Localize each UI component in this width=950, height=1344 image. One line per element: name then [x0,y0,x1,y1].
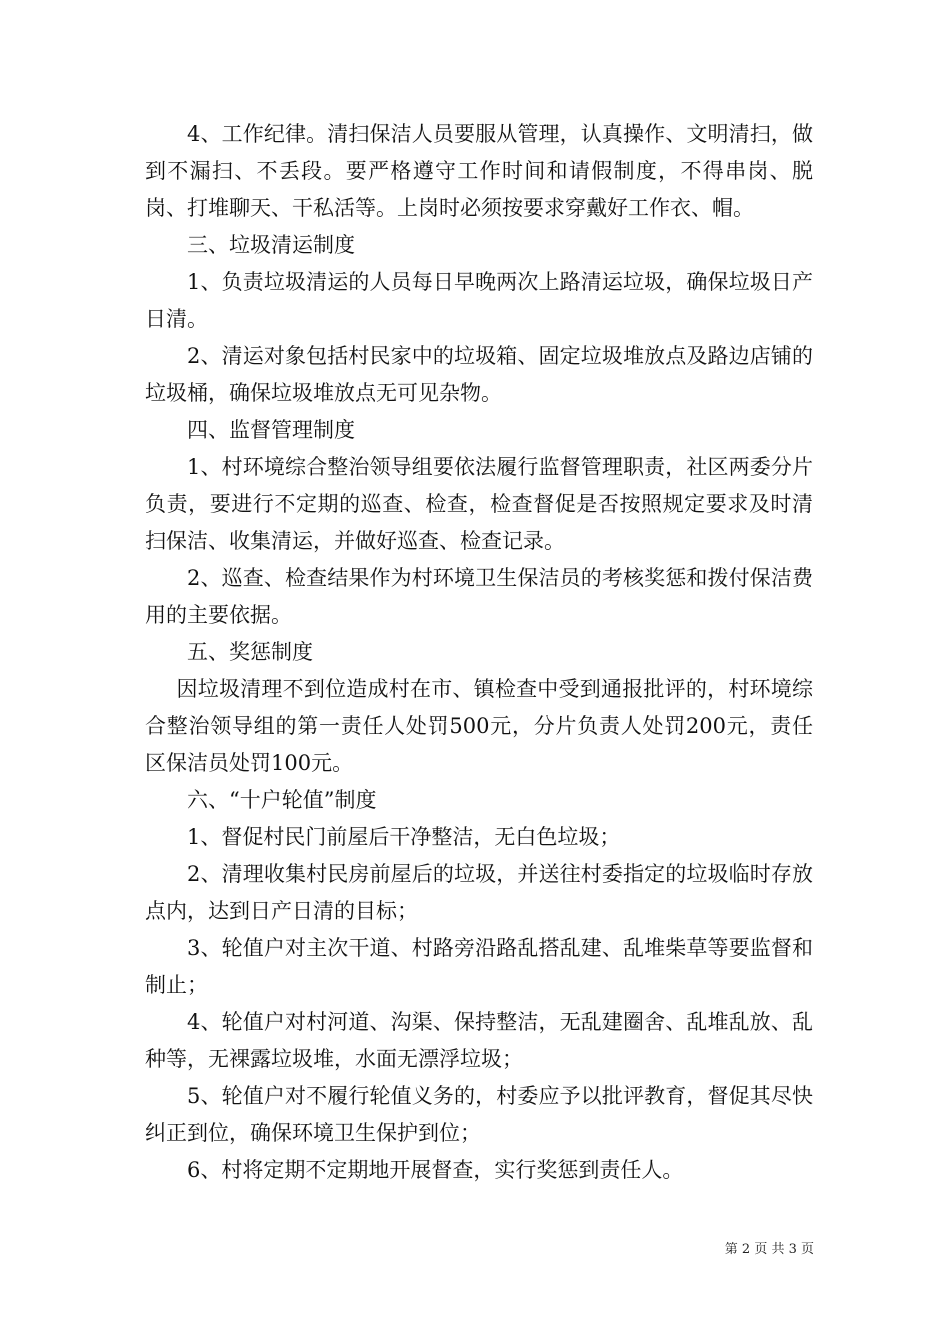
page-number-footer: 第 2 页 共 3 页 [724,1242,814,1257]
paragraph-work-discipline: 4、工作纪律。清扫保洁人员要服从管理，认真操作、文明清扫，做到不漏扫、不丢段。要严格遵守工作时间和请假制度，不得串岗、脱岗、打堆聊天、干私活等。上岗时必须按要求穿戴好工作衣、帽。 [145,122,813,220]
paragraph-collection-1: 1、负责垃圾清运的人员每日早晚两次上路清运垃圾，确保垃圾日产日清。 [145,270,813,331]
heading-supervision: 四、监督管理制度 [187,418,355,442]
paragraph-collection-2: 2、清运对象包括村民家中的垃圾箱、固定垃圾堆放点及路边店铺的垃圾桶，确保垃圾堆放点无可见杂物。 [145,344,813,405]
paragraph-supervision-2: 2、巡查、检查结果作为村环境卫生保洁员的考核奖惩和拨付保洁费用的主要依据。 [145,566,813,627]
paragraph-rotation-1: 1、督促村民门前屋后干净整洁，无白色垃圾； [187,825,621,849]
paragraph-rotation-3: 3、轮值户对主次干道、村路旁沿路乱搭乱建、乱堆柴草等要监督和制止； [145,936,813,997]
paragraph-rotation-4: 4、轮值户对村河道、沟渠、保持整洁，无乱建圈舍、乱堆乱放、乱种等，无裸露垃圾堆，水面无漂浮垃圾； [145,1010,813,1071]
heading-ten-household-rotation: 六、“十户轮值”制度 [187,788,377,812]
paragraph-rotation-6: 6、村将定期不定期地开展督查，实行奖惩到责任人。 [187,1158,684,1182]
heading-garbage-collection: 三、垃圾清运制度 [187,233,355,257]
paragraph-supervision-1: 1、村环境综合整治领导组要依法履行监督管理职责，社区两委分片负责，要进行不定期的巡查、检查，检查督促是否按照规定要求及时清扫保洁、收集清运，并做好巡查、检查记录。 [145,455,813,553]
paragraph-rotation-2: 2、清理收集村民房前屋后的垃圾，并送往村委指定的垃圾临时存放点内，达到日产日清的目标； [145,862,813,923]
paragraph-rotation-5: 5、轮值户对不履行轮值义务的，村委应予以批评教育，督促其尽快纠正到位，确保环境卫生保护到位； [145,1084,813,1145]
paragraph-penalties: 因垃圾清理不到位造成村在市、镇检查中受到通报批评的，村环境综合整治领导组的第一责任人处罚500元，分片负责人处罚200元，责任区保洁员处罚100元。 [145,677,813,775]
heading-rewards-penalties: 五、奖惩制度 [187,640,313,664]
document-body [145,116,813,1189]
